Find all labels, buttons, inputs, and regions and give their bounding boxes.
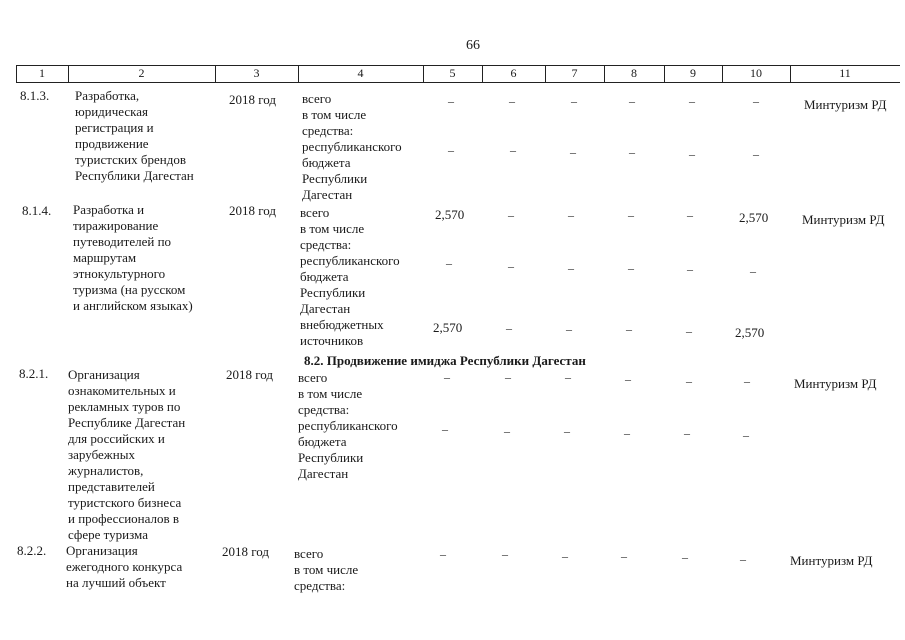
row-number: 8.1.4. (22, 203, 52, 218)
empty-value-dash: – (510, 143, 516, 157)
empty-value-dash: – (629, 94, 635, 108)
empty-value-dash: – (568, 208, 574, 222)
executor: Минтуризм РД (802, 212, 885, 227)
empty-value-dash: – (628, 208, 634, 222)
column-header-8: 8 (631, 66, 637, 80)
empty-value-dash: – (629, 145, 635, 159)
empty-value-dash: – (508, 208, 514, 222)
empty-value-dash: – (571, 94, 577, 108)
row-number: 8.2.1. (19, 366, 49, 381)
column-header-9: 9 (690, 66, 696, 80)
page-number: 66 (466, 38, 480, 53)
empty-value-dash: – (505, 370, 511, 384)
year: 2018 год (229, 92, 276, 107)
empty-value-dash: – (621, 549, 627, 563)
empty-value-dash: – (743, 428, 749, 442)
column-header-10: 10 (750, 66, 762, 80)
measure-name: Разработка, юридическая регистрация и продвижение туристских брендов Республики Дагестан (75, 88, 194, 183)
column-header-5: 5 (449, 66, 456, 80)
extrabudget-value: 2,570 (433, 320, 463, 335)
empty-value-dash: – (628, 261, 634, 275)
year: 2018 год (229, 203, 276, 218)
measure-name: Организация ознакомительных и рекламных туров по Республике Дагестан для российских и зарубежных журналистов, представителей туристского бизнеса и профессионалов в сфере туризма (68, 367, 186, 542)
column-header-3: 3 (253, 66, 260, 80)
executor: Минтуризм РД (794, 376, 877, 391)
empty-value-dash: – (506, 321, 512, 335)
measure-name: Разработка и тиражирование путеводителей по маршрутам этнокультурного туризма (на русском и английском языках) (73, 202, 193, 313)
empty-value-dash: – (624, 426, 630, 440)
funding-sources: всего в том числе средства: республиканского бюджета Республики Дагестан (302, 91, 402, 202)
empty-value-dash: – (625, 372, 631, 386)
empty-value-dash: – (570, 145, 576, 159)
empty-value-dash: – (626, 322, 632, 336)
total-value: 2,570 (435, 207, 465, 222)
empty-value-dash: – (684, 426, 690, 440)
empty-value-dash: – (689, 94, 695, 108)
column-header-11: 11 (839, 66, 851, 80)
executor: Минтуризм РД (790, 553, 873, 568)
empty-value-dash: – (686, 324, 692, 338)
empty-value-dash: – (686, 374, 692, 388)
empty-value-dash: – (504, 424, 510, 438)
empty-value-dash: – (568, 261, 574, 275)
total-value: 2,570 (739, 210, 769, 225)
empty-value-dash: – (509, 94, 515, 108)
column-header-4: 4 (357, 66, 364, 80)
header-bottom-rule (16, 82, 900, 83)
empty-value-dash: – (744, 374, 750, 388)
empty-value-dash: – (565, 370, 571, 384)
empty-value-dash: – (444, 370, 450, 384)
year: 2018 год (222, 544, 269, 559)
empty-value-dash: – (753, 147, 759, 161)
empty-value-dash: – (440, 547, 446, 561)
executor: Минтуризм РД (804, 97, 887, 112)
empty-value-dash: – (740, 552, 746, 566)
empty-value-dash: – (682, 550, 688, 564)
section-heading: 8.2. Продвижение имиджа Республики Дагестан (304, 353, 586, 368)
column-header-2: 2 (138, 66, 145, 80)
empty-value-dash: – (562, 549, 568, 563)
empty-value-dash: – (446, 256, 452, 270)
column-header-6: 6 (510, 66, 517, 80)
row-number: 8.2.2. (17, 543, 47, 558)
empty-value-dash: – (687, 208, 693, 222)
empty-value-dash: – (448, 94, 454, 108)
empty-value-dash: – (448, 143, 454, 157)
empty-value-dash: – (566, 322, 572, 336)
empty-value-dash: – (564, 424, 570, 438)
empty-value-dash: – (689, 147, 695, 161)
funding-sources: всего в том числе средства: (294, 546, 359, 593)
funding-sources: всего в том числе средства: республиканского бюджета Республики Дагестан внебюджетных источников (300, 205, 400, 348)
empty-value-dash: – (753, 94, 759, 108)
measure-name: Организация ежегодного конкурса на лучший объект (66, 543, 183, 590)
column-header-1: 1 (39, 66, 45, 80)
year: 2018 год (226, 367, 273, 382)
empty-value-dash: – (502, 547, 508, 561)
empty-value-dash: – (508, 259, 514, 273)
empty-value-dash: – (687, 262, 693, 276)
empty-value-dash: – (750, 264, 756, 278)
funding-sources: всего в том числе средства: республиканского бюджета Республики Дагестан (298, 370, 398, 481)
extrabudget-value: 2,570 (735, 325, 765, 340)
row-number: 8.1.3. (20, 88, 50, 103)
column-header-7: 7 (571, 66, 578, 80)
empty-value-dash: – (442, 422, 448, 436)
